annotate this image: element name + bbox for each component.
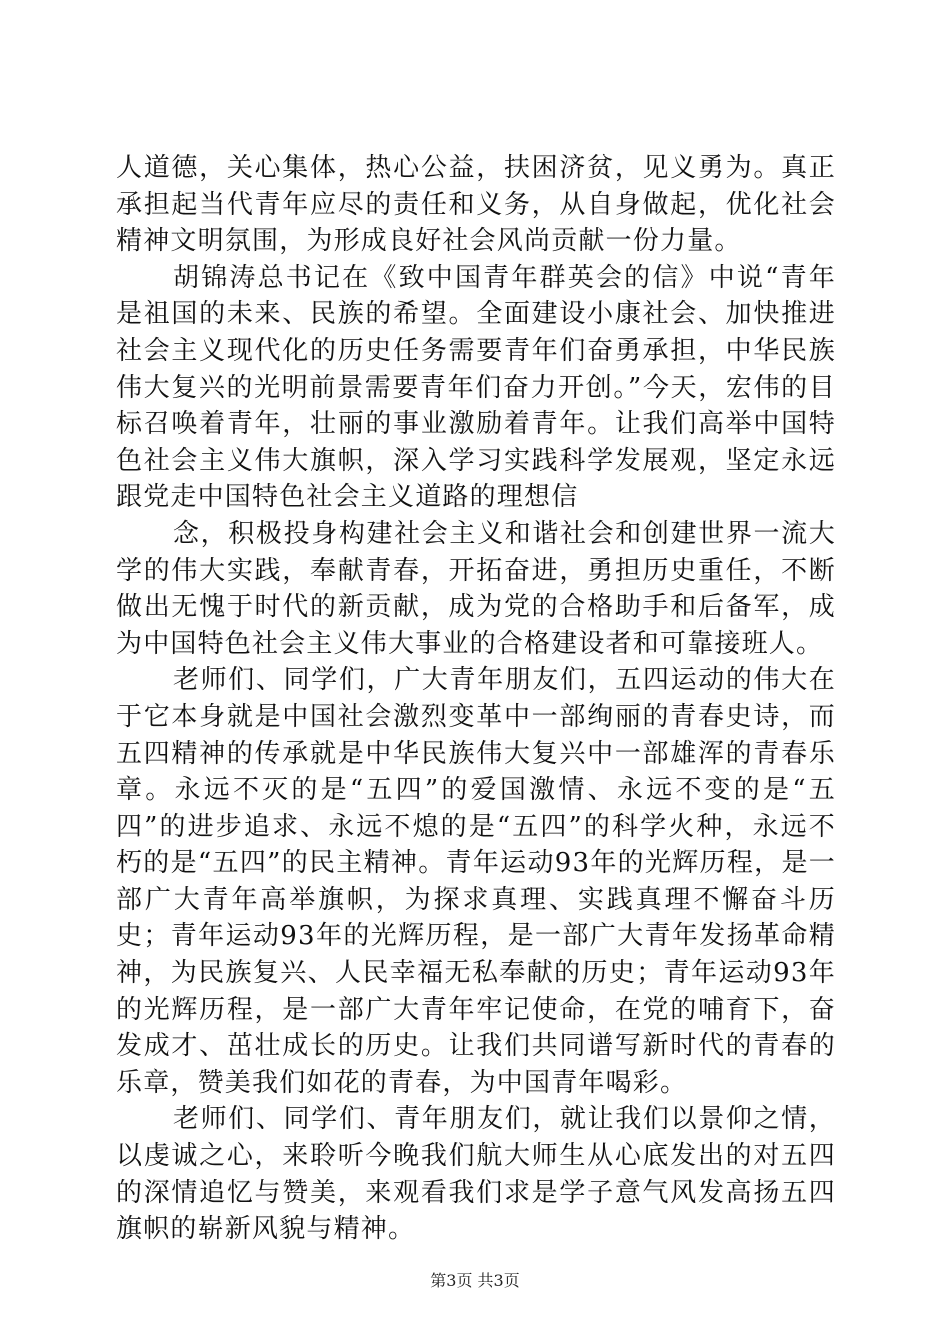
paragraph-continued: 人道德，关心集体，热心公益，扶困济贫，见义勇为。真正承担起当代青年应尽的责任和义务，从自身做起，优化社会精神文明氛围，为形成良好社会风尚贡献一份力量。 [116,153,836,257]
paragraph: 胡锦涛总书记在《致中国青年群英会的信》中说“青年是祖国的未来、民族的希望。全面建设小康社会、加快推进社会主义现代化的历史任务需要青年们奋勇承担，中华民族伟大复兴的光明前景需要青年们奋力开创。”今天，宏伟的目标召唤着青年，壮丽的事业激励着青年。让我们高举中国特色社会主义伟大旗帜，深入学习实践科学发展观，坚定永远跟党走中国特色社会主义道路的理想信 [116,262,836,513]
paragraph: 老师们、同学们、青年朋友们，就让我们以景仰之情，以虔诚之心，来聆听今晚我们航大师生从心底发出的对五四的深情追忆与赞美，来观看我们求是学子意气风发高扬五四旗帜的崭新风貌与精神。 [116,1104,836,1245]
page-number-footer: 第3页 共3页 [430,1271,520,1290]
paragraph: 老师们、同学们，广大青年朋友们，五四运动的伟大在于它本身就是中国社会激烈变革中一部绚丽的青春史诗，而五四精神的传承就是中华民族伟大复兴中一部雄浑的青春乐章。永远不灭的是“五四”的爱国激情、永远不变的是“五四”的进步追求、永远不熄的是“五四”的科学火种，永远不朽的是“五四”的民主精神。青年运动93年的光辉历程，是一部广大青年高举旗帜，为探求真理、实践真理不懈奋斗历史；青年运动93年的光辉历程，是一部广大青年发扬革命精神，为民族复兴、人民幸福无私奉献的历史；青年运动93年的光辉历程，是一部广大青年牢记使命，在党的哺育下，奋发成才、茁壮成长的历史。让我们共同谱写新时代的青春的乐章，赞美我们如花的青春，为中国青年喝彩。 [116,665,836,1098]
paragraph: 念，积极投身构建社会主义和谐社会和创建世界一流大学的伟大实践，奉献青春，开拓奋进，勇担历史重任，不断做出无愧于时代的新贡献，成为党的合格助手和后备军，成为中国特色社会主义伟大事业的合格建设者和可靠接班人。 [116,518,836,659]
document-body [116,150,836,1248]
